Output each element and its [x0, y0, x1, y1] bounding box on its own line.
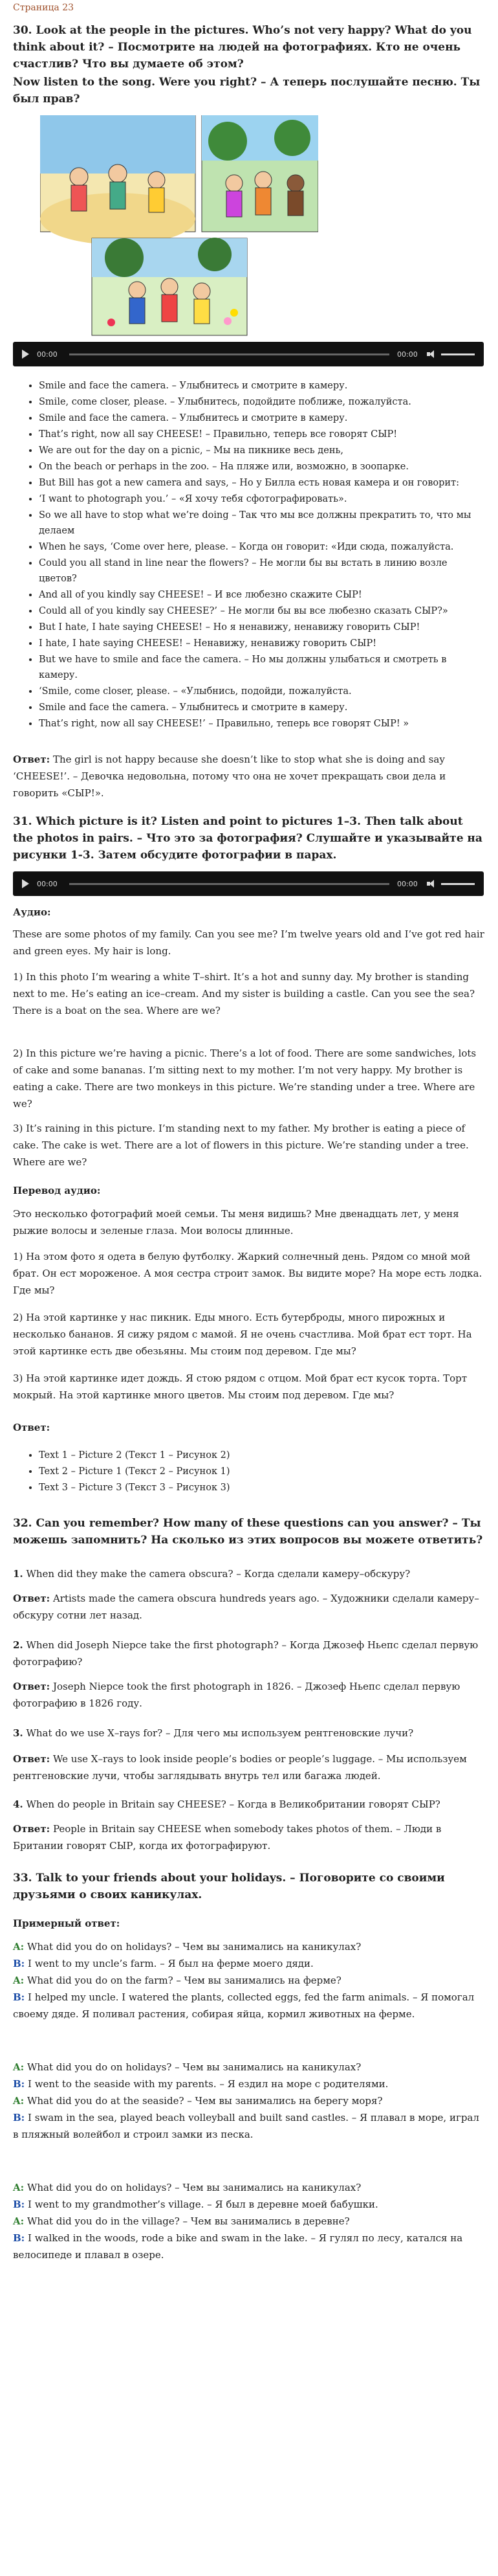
dialog-line [13, 2076, 485, 2092]
list-item: • But Bill has got a new camera and says, – Но у Билла есть новая камера и он говорит: [39, 475, 485, 491]
dialog-2 [13, 2059, 485, 2143]
audio-label: Аудио: [13, 906, 51, 918]
list-item: • And all of you kindly say CHEESE! – И все любезно скажите СЫР! [39, 587, 485, 603]
dialog-line [13, 1955, 485, 1972]
answer-label: Ответ: [13, 1681, 50, 1692]
list-item: • Smile, come closer, please. – Улыбнитесь, подойдите поближе, пожалуйста. [39, 394, 485, 410]
dialog-text: What did you do in the village? – Чем вы занимались в деревне? [27, 2215, 350, 2227]
audio-text-1: 1) In this photo I’m wearing a white T–shirt. It’s a hot and sunny day. My brother is standing next to me. He’s eating an ice–cream. And my sister is building a castle. Can you see the sea? There is a boat on the sea. Where are we? [13, 971, 475, 1016]
speaker-b: B: [13, 1958, 25, 1969]
dialog-text: What did you do at the seaside? – Чем вы занимались на берегу моря? [27, 2095, 383, 2107]
dialog-line [13, 2196, 485, 2213]
question-4 [13, 1796, 485, 1813]
list-item: • Smile and face the camera. – Улыбнитесь и смотрите в камеру. [39, 700, 485, 715]
volume-slider[interactable] [441, 883, 475, 885]
speaker-b: B: [13, 2112, 25, 2123]
dialog-text: What did you do on holidays? – Чем вы занимались на каникулах? [27, 2182, 362, 2193]
page-label: Страница 23 [13, 3, 74, 13]
dialog-line [13, 1938, 485, 1955]
dialog-line [13, 2092, 485, 2109]
answer-label: Ответ: [13, 754, 50, 765]
question-number: 3. [13, 1727, 23, 1739]
dialog-line [13, 2059, 485, 2076]
dialog-1 [13, 1938, 485, 2022]
answer-text: Joseph Niepce took the first photograph in 1826. – Джозеф Ньепс сделал первую фотографию в 1826 году. [13, 1681, 460, 1709]
list-item: • But we have to smile and face the camera. – Но мы должны улыбаться и смотреть в камеру. [39, 652, 485, 683]
dialog-line [13, 2109, 485, 2143]
answer-text: We use X–rays to look inside people’s bodies or people’s luggage. – Мы используем рентгеновские лучи, чтобы заглядывать внутрь тел или багажа людей. [13, 1753, 467, 1782]
list-item: • That’s right, now all say CHEESE! – Правильно, теперь все говорят СЫР! [39, 427, 485, 442]
list-item: • So we all have to stop what we’re doing – Так что мы все должны прекратить то, что мы делаем [39, 508, 485, 539]
audio-text-2: 2) In this picture we’re having a picnic. There’s a lot of food. There are some sandwiches, lots of cake and some bananas. I’m sitting next to my mother. I’m not very happy. My brother is eating a cake. There are two monkeys in this picture. We’re standing under a tree. Where are we? [13, 1047, 477, 1110]
play-icon[interactable] [22, 879, 29, 888]
speaker-a: A: [13, 1941, 25, 1953]
task-31-title: 31. Which picture is it? Listen and point to pictures 1–3. Then talk about the photos in pairs. – Что это за фотография? Слушайте и указывайте на рисунки 1-3. Затем обсудите фотографии в парах. [13, 815, 482, 862]
task-33-title: 33. Talk to your friends about your holidays. – Поговорите со своими друзьями о своих каникулах. [13, 1872, 445, 1901]
audio-player-30[interactable] [13, 342, 484, 366]
dialog-line [13, 2179, 485, 2196]
answer-label: Ответ: [13, 1593, 50, 1604]
illustration-svg [40, 115, 318, 337]
answer-2 [13, 1678, 485, 1712]
dialog-text: I swam in the sea, played beach volleyball and built sand castles. – Я плавал в море, играл в пляжный волейбол и строил замки из песка. [13, 2112, 479, 2140]
answer-text: The girl is not happy because she doesn’t like to stop what she is doing and say ‘CHEESE!’. – Девочка недовольна, потому что она не хочет прекращать свои дела и говорить «СЫР!». [13, 754, 446, 799]
task-30-answer [13, 751, 485, 801]
total-time: 00:00 [397, 350, 418, 359]
list-item: • But I hate, I hate saying CHEESE! – Но я ненавижу, ненавижу говорить СЫР! [39, 620, 485, 635]
list-item: • Could you all stand in line near the flowers? – Не могли бы вы встать в линию возле цветов? [39, 555, 485, 587]
answer-label: Ответ: [13, 1823, 50, 1835]
task-32-title: 32. Can you remember? How many of these questions can you answer? – Ты можешь запомнить? На сколько из этих вопросов вы можете ответить? [13, 1517, 483, 1547]
task-30-title: 30. Look at the people in the pictures. Who’s not very happy? What do you think about it? – Посмотрите на людей на фотографиях. Кто не очень счастлив? Что вы думаете об этом? [13, 24, 472, 71]
translation-text-3: 3) На этой картинке идет дождь. Я стою рядом с отцом. Мой брат ест кусок торта. Торт мокрый. На этой картинке много цветов. Мы стоим под деревом. Где мы? [13, 1372, 468, 1401]
dialog-text: What did you do on holidays? – Чем вы занимались на каникулах? [27, 1941, 362, 1953]
current-time: 00:00 [37, 879, 58, 888]
list-item: • ‘Smile, come closer, please. – «Улыбнись, подойди, пожалуйста. [39, 684, 485, 699]
question-1 [13, 1565, 485, 1582]
dialog-text: I walked in the woods, rode a bike and swam in the lake. – Я гулял по лесу, катался на велосипеде и плавал в озере. [13, 2232, 463, 2261]
speaker-a: A: [13, 2061, 25, 2073]
progress-track[interactable] [69, 353, 389, 355]
list-item: • I hate, I hate saying CHEESE! – Ненавижу, ненавижу говорить СЫР! [39, 636, 485, 651]
list-item: • Text 1 – Picture 2 (Текст 1 – Рисунок 2) [39, 1448, 485, 1463]
song-lines [13, 378, 485, 732]
question-number: 1. [13, 1568, 23, 1580]
current-time: 00:00 [37, 350, 58, 359]
list-item: • Could all of you kindly say CHEESE?’ – Не могли бы вы все любезно сказать СЫР?» [39, 603, 485, 619]
speaker-a: A: [13, 2215, 25, 2227]
total-time: 00:00 [397, 879, 418, 888]
question-3 [13, 1725, 485, 1742]
play-icon[interactable] [22, 350, 29, 359]
list-item: • When he says, ‘Come over here, please. – Когда он говорит: «Иди сюда, пожалуйста. [39, 539, 485, 555]
speaker-a: A: [13, 2095, 25, 2107]
dialog-text: What did you do on holidays? – Чем вы занимались на каникулах? [27, 2061, 362, 2073]
speaker-b: B: [13, 1991, 25, 2003]
list-item: • That’s right, now all say CHEESE!’ – Правильно, теперь все говорят СЫР! » [39, 716, 485, 732]
answer-text: Artists made the camera obscura hundreds years ago. – Художники сделали камеру–обскуру сотни лет назад. [13, 1593, 479, 1621]
dialog-text: I went to my uncle’s farm. – Я был на ферме моего дяди. [28, 1958, 314, 1969]
list-item: • ‘I want to photograph you.’ – «Я хочу тебя сфотографировать». [39, 491, 485, 507]
dialog-line [13, 1989, 485, 2022]
volume-icon[interactable] [427, 879, 436, 888]
translation-label: Перевод аудио: [13, 1185, 101, 1196]
audio-player-31[interactable] [13, 871, 484, 896]
dialog-text: I went to the seaside with my parents. – Я ездил на море с родителями. [28, 2078, 389, 2090]
dialog-line [13, 2213, 485, 2230]
list-item: • Text 3 – Picture 3 (Текст 3 – Рисунок 3) [39, 1480, 485, 1495]
dialog-text: I helped my uncle. I watered the plants, collected eggs, fed the farm animals. – Я помогал своему дяде. Я поливал растения, собирая яйца, кормил животных на ферме. [13, 1991, 475, 2020]
progress-track[interactable] [69, 883, 389, 885]
question-number: 2. [13, 1639, 23, 1651]
task-31-answers [13, 1448, 485, 1496]
list-item: • Smile and face the camera. – Улыбнитесь и смотрите в камеру. [39, 410, 485, 426]
question-text: When do people in Britain say CHEESE? – Когда в Великобритании говорят СЫР? [26, 1798, 440, 1810]
list-item: • On the beach or perhaps in the zoo. – На пляже или, возможно, в зоопарке. [39, 459, 485, 475]
answer-text: People in Britain say CHEESE when somebody takes photos of them. – Люди в Британии говорят СЫР, когда их фотографируют. [13, 1823, 442, 1852]
volume-icon[interactable] [427, 350, 436, 359]
dialog-3 [13, 2179, 485, 2263]
dialog-line [13, 1972, 485, 1989]
task-30-subtitle: Now listen to the song. Were you right? – А теперь послушайте песню. Ты был прав? [13, 76, 481, 106]
translation-text-1: 1) На этом фото я одета в белую футболку. Жаркий солнечный день. Рядом со мной мой брат. Он ест мороженое. А моя сестра строит замок. Вы видите море? На море есть лодка. Где мы? [13, 1251, 482, 1296]
translation-intro: Это несколько фотографий моей семьи. Ты меня видишь? Мне двенадцать лет, у меня рыжие волосы и зеленые глаза. Мои волосы длинные. [13, 1208, 459, 1237]
audio-text-3: 3) It’s raining in this picture. I’m standing next to my father. My brother is eating a piece of cake. The cake is wet. There are a lot of flowers in this picture. We’re standing under a tree. Where are we? [13, 1123, 469, 1168]
answer-1 [13, 1590, 485, 1624]
speaker-a: A: [13, 1975, 25, 1986]
question-text: When did Joseph Niepce take the first photograph? – Когда Джозеф Ньепс сделал первую фотографию? [13, 1639, 479, 1668]
answer-3 [13, 1751, 485, 1784]
volume-slider[interactable] [441, 353, 475, 355]
question-text: When did they make the camera obscura? – Когда сделали камеру–обскуру? [26, 1568, 411, 1580]
dialog-text: What did you do on the farm? – Чем вы занимались на ферме? [27, 1975, 341, 1986]
example-label: Примерный ответ: [13, 1918, 120, 1929]
question-text: What do we use X–rays for? – Для чего мы используем рентгеновские лучи? [26, 1727, 414, 1739]
question-number: 4. [13, 1798, 23, 1810]
list-item: • Smile and face the camera. – Улыбнитесь и смотрите в камеру. [39, 378, 485, 394]
speaker-b: B: [13, 2232, 25, 2244]
answer-4 [13, 1820, 485, 1854]
audio-intro: These are some photos of my family. Can you see me? I’m twelve years old and I’ve got red hair and green eyes. My hair is long. [13, 928, 484, 957]
dialog-line [13, 2230, 485, 2263]
answer-label: Ответ: [13, 1753, 50, 1765]
dialog-text: I went to my grandmother’s village. – Я был в деревне моей бабушки. [28, 2199, 378, 2210]
speaker-b: B: [13, 2078, 25, 2090]
question-2 [13, 1637, 485, 1670]
speaker-a: A: [13, 2182, 25, 2193]
list-item: • We are out for the day on a picnic, – Мы на пикнике весь день, [39, 443, 485, 458]
translation-text-2: 2) На этой картинке у нас пикник. Еды много. Есть бутерброды, много пирожных и несколько бананов. Я сижу рядом с мамой. Я не очень счастлива. Мой брат ест торт. На этой картинке есть две обезьяны. Мы стоим под деревом. Где мы? [13, 1312, 472, 1357]
list-item: • Text 2 – Picture 1 (Текст 2 – Рисунок 1) [39, 1464, 485, 1479]
task-31-answer-label: Ответ: [13, 1422, 50, 1433]
speaker-b: B: [13, 2199, 25, 2210]
illustration-cheese-song [40, 115, 318, 337]
